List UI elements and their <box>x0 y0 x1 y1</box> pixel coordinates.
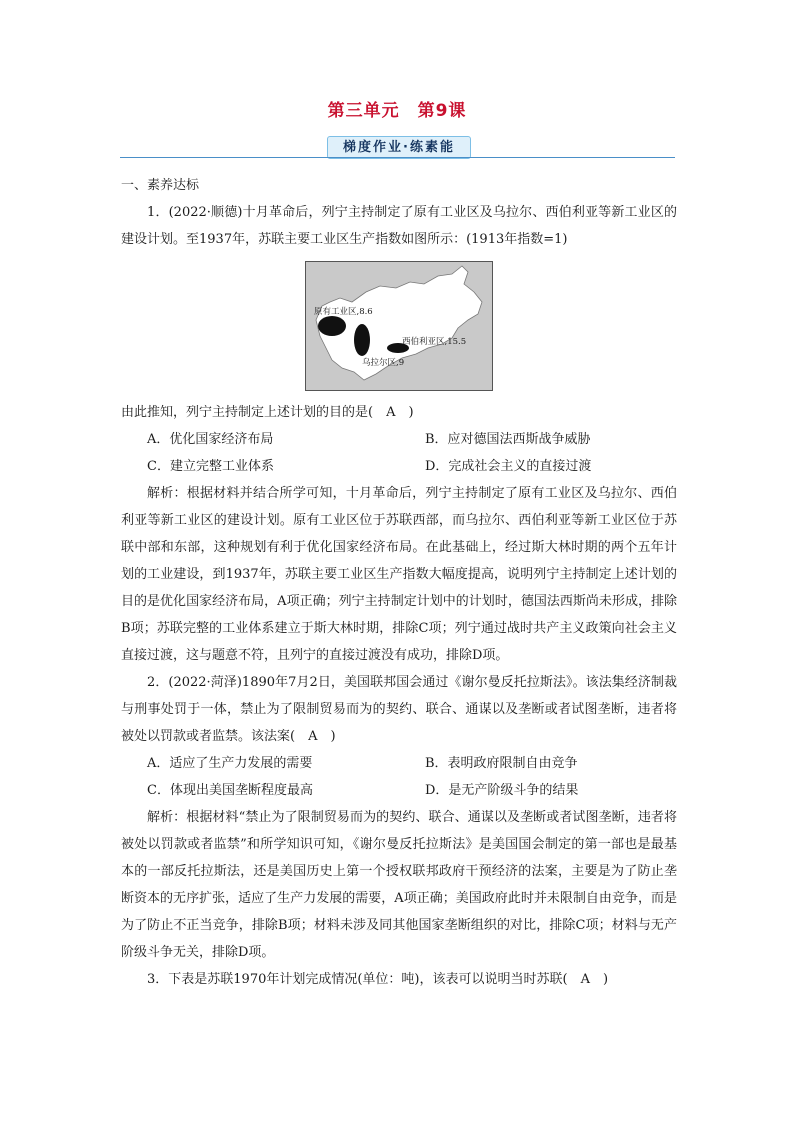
section-badge: 梯度作业·练素能 <box>327 136 471 159</box>
map-svg <box>306 262 492 390</box>
q2-option-d: D．是无产阶级斗争的结果 <box>425 783 579 798</box>
q2-option-a: A．适应了生产力发展的需要 <box>147 756 313 771</box>
question-1-stem: 1．(2022·顺德)十月革命后，列宁主持制定了原有工业区及乌拉尔、西伯利亚等新工业区的建设计划。至1937年，苏联主要工业区生产指数如图所示：(1913年指数=1) <box>121 205 677 247</box>
section-heading: 一、素养达标 <box>121 178 200 193</box>
question-1-options <box>121 426 677 480</box>
question-2-options <box>121 750 677 804</box>
question-1-prompt: 由此推知，列宁主持制定上述计划的目的是( A ) <box>121 405 414 420</box>
q2-option-c: C．体现出美国垄断程度最高 <box>147 783 313 798</box>
question-3-stem: 3．下表是苏联1970年计划完成情况(单位：吨)，该表可以说明当时苏联( A ) <box>147 972 609 987</box>
label-ural-zone: 乌拉尔区,9 <box>362 358 405 368</box>
ural-industrial-zone <box>354 324 370 356</box>
page-title: 第三单元 第9课 <box>327 101 467 121</box>
label-siberia-zone: 西伯利亚区,15.5 <box>402 337 467 347</box>
question-2-stem: 2．(2022·菏泽)1890年7月2日，美国联邦国会通过《谢尔曼反托拉斯法》。该法集经济制裁与刑事处罚于一体，禁止为了限制贸易而为的契约、联合、通谋以及垄断或者试图垄断，违者将被处以罚款或者监禁。该法案( A ) <box>121 675 677 744</box>
original-industrial-zone <box>318 316 346 336</box>
question-1-analysis: 解析：根据材料并结合所学可知，十月革命后，列宁主持制定了原有工业区及乌拉尔、西伯利亚等新工业区的建设计划。原有工业区位于苏联西部，而乌拉尔、西伯利亚等新工业区位于苏联中部和东部，这种规划有利于优化国家经济布局。在此基础上，经过斯大林时期的两个五年计划的工业建设，到1937年，苏联主要工业区生产指数大幅度提高，说明列宁主持制定上述计划的目的是优化国家经济布局，A项正确；列宁主持制定计划中的计划时，德国法西斯尚未形成，排除B项；苏联完整的工业体系建立于斯大林时期，排除C项；列宁通过战时共产主义政策向社会主义直接过渡，这与题意不符，且列宁的直接过渡没有成功，排除D项。 <box>121 486 677 663</box>
question-2-analysis: 解析：根据材料“禁止为了限制贸易而为的契约、联合、通谋以及垄断或者试图垄断，违者将被处以罚款或者监禁”和所学知识可知，《谢尔曼反托拉斯法》是美国国会制定的第一部也是最基本的一部反托拉斯法，还是美国历史上第一个授权联邦政府干预经济的法案，主要是为了防止垄断资本的无序扩张，适应了生产力发展的需要，A项正确；美国政府此时并未限制自由竞争，而是为了防止不正当竞争，排除B项；材料未涉及同其他国家垄断组织的对比，排除C项；材料与无产阶级斗争无关，排除D项。 <box>121 810 677 960</box>
question-1 <box>121 199 677 669</box>
q1-option-b: B．应对德国法西斯战争威胁 <box>425 432 591 447</box>
label-original-zone: 原有工业区,8.6 <box>314 307 373 317</box>
q1-option-d: D．完成社会主义的直接过渡 <box>425 459 592 474</box>
q1-option-c: C．建立完整工业体系 <box>147 459 274 474</box>
question-2 <box>121 669 677 966</box>
document-body <box>121 172 677 993</box>
q1-option-a: A．优化国家经济布局 <box>147 432 274 447</box>
header-divider <box>120 157 675 158</box>
question-3 <box>121 966 677 993</box>
q2-option-b: B．表明政府限制自由竞争 <box>425 756 578 771</box>
ussr-industrial-map <box>305 261 493 391</box>
